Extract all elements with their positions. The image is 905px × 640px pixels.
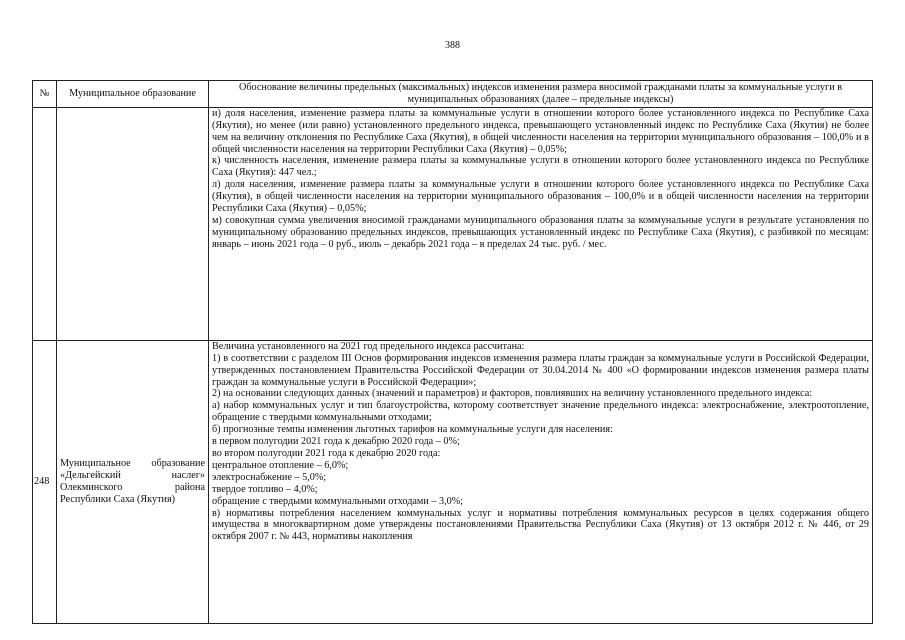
paragraph: в первом полугодии 2021 года к декабрю 2020 года – 0%;	[212, 436, 460, 448]
justification-table	[32, 80, 873, 624]
paragraph: а) набор коммунальных услуг и тип благоустройства, которому соответствует значение предельного индекса: электроснабжение, электроотопление, обращение с твердыми коммунальными отходами;	[212, 400, 869, 424]
paragraph: обращение с твердыми коммунальными отходами – 3,0%;	[212, 495, 464, 507]
paragraph: в) нормативы потребления населением коммунальных услуг и нормативы потребления коммунальных ресурсов в целях содержания общего имущества в многоквартирном доме утверждены постановлениями Правительства Республики Саха (Якутия) от 13 октября 2012 г. № 446, от 29 октября 2007 г. № 443, нормативы накопления	[212, 507, 869, 543]
paragraph: л) доля населения, изменение размера платы за коммунальные услуги в отношении которого более установленного индекса по Республике Саха (Якутия), в общей численности населения на территории муниципального образования – 100,0% и в общей численности населения на территории Республики Саха (Якутия) – 0,05%;	[212, 179, 869, 215]
paragraph: Величина установленного на 2021 год предельного индекса рассчитана:	[212, 340, 525, 352]
header-num: №	[33, 81, 57, 108]
paragraph: и) доля населения, изменение размера платы за коммунальные услуги в отношении которого более установленного индекса по Республике Саха (Якутия), но менее (или равно) установленного предельного индекса, превышающего установленный индекс по Республике Саха (Якутия) не более чем на величину отклонения по Республике Саха (Якутия), в общей численности населения на территории муниципального образования – 100,0% и в общей численности населения на территории Республики Саха (Якутия) – 0,05%;	[212, 107, 869, 155]
paragraph: м) совокупная сумма увеличения вносимой гражданами муниципального образования платы за коммунальные услуги в результате установления по муниципальному образованию предельных индексов, превышающих установленный индекс по Республике Саха (Якутия), с разбивкой по месяцам: январь – июнь 2021 года – 0 руб., июль – декабрь 2021 года – в пределах 24 тыс. руб. / мес.	[212, 214, 869, 250]
row-number	[33, 107, 57, 340]
page-number: 388	[445, 40, 460, 51]
paragraph: во втором полугодии 2021 года к декабрю 2020 года:	[212, 447, 441, 459]
paragraph: твердое топливо – 4,0%;	[212, 483, 318, 495]
paragraph: электроснабжение – 5,0%;	[212, 471, 327, 483]
paragraph: центральное отопление – 6,0%;	[212, 459, 349, 471]
paragraph: 1) в соответствии с разделом III Основ формирования индексов изменения размера платы граждан за коммунальные услуги в Российской Федерации, утвержденных постановлением Правительства Российской Федерации от 30.04.2014 № 400 «О формировании индексов изменения размера платы граждан за коммунальные услуги в Российской Федерации»;	[212, 352, 869, 388]
table-row	[33, 107, 873, 340]
paragraph: 2) на основании следующих данных (значений и параметров) и факторов, повлиявших на величину установленного предельного индекса:	[212, 388, 813, 400]
row-number: 248	[33, 340, 57, 623]
justification-cell	[209, 340, 873, 623]
table-row	[33, 340, 873, 623]
table-header-row	[33, 81, 873, 108]
paragraph: б) прогнозные темпы изменения льготных тарифов на коммунальные услуги для населения:	[212, 424, 613, 436]
header-municipality: Муниципальное образование	[57, 81, 209, 108]
header-justification: Обоснование величины предельных (максимальных) индексов изменения размера вносимой гражданами платы за коммунальные услуги в муниципальных образованиях (далее – предельные индексы)	[209, 81, 873, 108]
justification-cell	[209, 107, 873, 340]
municipality-cell: Муниципальное образование «Дельгейский наслег» Олекминского района Республики Саха (Якутия)	[57, 340, 209, 623]
municipality-cell	[57, 107, 209, 340]
paragraph: к) численность населения, изменение размера платы за коммунальные услуги в отношении которого более установленного индекса по Республике Саха (Якутия): 447 чел.;	[212, 155, 869, 179]
